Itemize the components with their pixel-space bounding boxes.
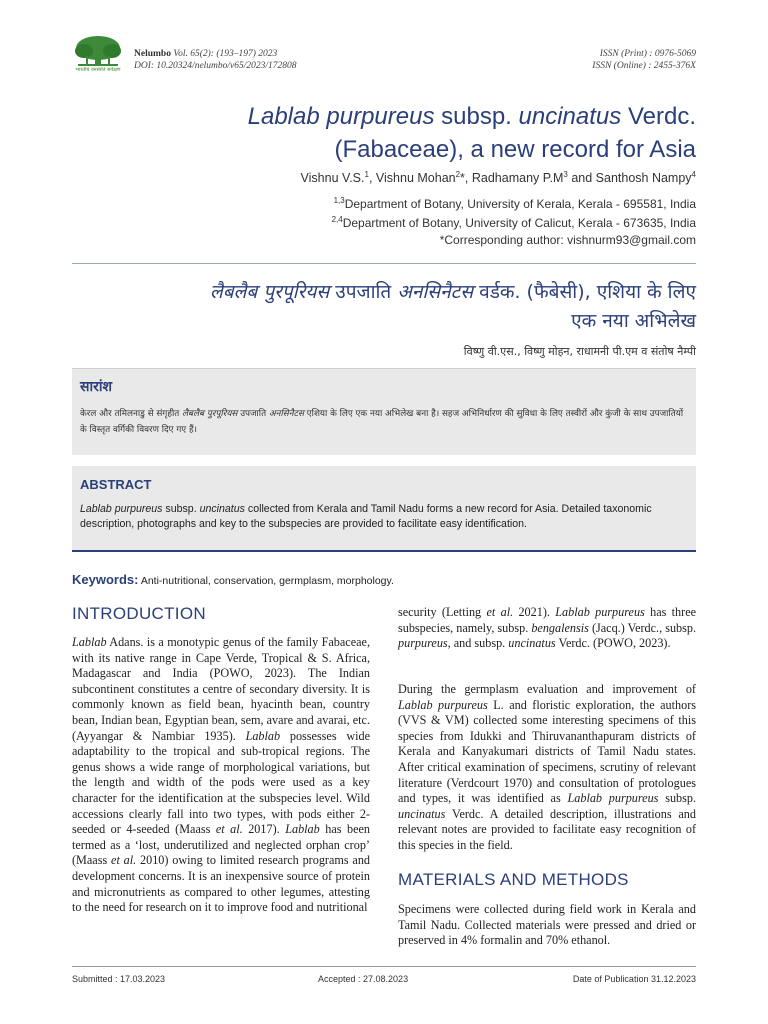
saransh-part-e: एशिया के लिए एक नया अभिलेख बना है। सहज अभिनिर्धारण की सुविधा के लिए तस्वीरों और कुंजी xyxy=(306,409,621,419)
rc-species: Lablab purpureus xyxy=(555,605,645,619)
author-and: and xyxy=(571,171,593,186)
author-3-sup: 3 xyxy=(563,170,568,179)
author-list: Vishnu V.S.$^1$, Vishnu Mohan$^2$*, Radhamany $P.M^3$ and Santhosh Nampy$^4$ xyxy=(300,170,696,186)
article-title xyxy=(136,100,696,166)
intro-text-4: has been termed as a ‘lost, underutilized and neglected orphan crop’ (Maass xyxy=(72,822,371,868)
hindi-title-species: लैबलैब पुरपूरियस xyxy=(209,281,330,303)
intro-text-1: Adans. is a monotypic genus of the family Fabaceae, with its native range in Cape Verde, Tropical & S. Africa, Madagascar and India (POWO, 2023). The Indian subcontinent constitutes a centre of secondary diversity. It is commonly known as field bean, hyacinth bean, country bean, Indian bean, Egyptian bean, sem, avare and avarai, etc. (Ayyangar & Nambiar 1935). xyxy=(72,635,370,743)
intro-et-al-1: et al. xyxy=(215,822,243,837)
rc-bengalensis: bengalensis xyxy=(531,620,589,635)
rc2-text-2: L. and floristic exploration, the authors (VVS & VM) collected some interesting specimens of this species from Idukki and Thiruvananthapuram districts of Kerala and Kanyakumari districts of Tamil Nadu states. After critical examination of specimens, scrutiny of relevant literature (Verdcourt 1970) and consultation of protologues and types, it was identified as xyxy=(398,697,696,806)
corresponding-author[interactable]: *Corresponding author: vishnurm93@gmail.com xyxy=(439,233,696,247)
affiliation-1 xyxy=(334,196,696,211)
hindi-title-infra: अनसिनैटस xyxy=(397,281,474,303)
rc-text-3: has three subspecies, namely, subsp. xyxy=(398,605,697,635)
rc-purpureus: purpureus xyxy=(398,636,448,651)
corresponding-star: * xyxy=(460,171,465,186)
intro-et-al-2: et al. xyxy=(111,853,137,868)
intro-genus-2: Lablab xyxy=(245,728,281,743)
title-infra: uncinatus xyxy=(518,103,622,130)
submitted-date: Submitted : 17.03.2023 xyxy=(72,974,166,984)
rc-text-2: 2021). xyxy=(518,605,550,619)
hindi-authors: विष्णु वी.एस., विष्णु मोहन, राधामनी पी.एम व संतोष नैम्पी xyxy=(463,345,696,358)
title-authority: Verdc. xyxy=(627,103,696,130)
abstract-text xyxy=(80,502,692,532)
intro-text-2: possesses wide adaptability to the tropical and sub-tropical regions. The genus shows a wide range of morphological variations, but the length and width of the pods were used as a key character for the identification at the subspecies level. Wild accessions clearly fall into two types, with pods either 2-seeded or 4-seeded (Maass xyxy=(72,728,371,837)
author-2-sup: 2 xyxy=(455,170,461,179)
rc2-subsp: subsp. xyxy=(665,791,697,806)
journal-citation xyxy=(134,48,297,72)
hindi-title-rest: वर्डक. (फैबेसी), एशिया के लिए xyxy=(479,281,696,303)
publication-date: Date of Publication 31.12.2023 xyxy=(572,974,696,984)
materials-methods-text: Specimens were collected during field work in Kerala and Tamil Nadu. Collected materials were pressed and dried or preserved in 4% formalin and 70% ethanol. xyxy=(398,902,696,948)
rc-text-4: (Jacq.) Verdc., subsp. xyxy=(591,620,697,635)
title-line2: (Fabaceae), a new record for Asia xyxy=(334,136,696,163)
hindi-title-line2: एक नया अभिलेख xyxy=(571,310,696,332)
saransh-line2: के साथ उपजातियों के विस्तृत वर्गिकी विवरण दिए गए हैं। xyxy=(80,409,684,435)
accepted-date: Accepted : 27.08.2023 xyxy=(318,974,409,984)
introduction-paragraph xyxy=(72,635,370,916)
rc2-species-2: Lablab purpureus xyxy=(567,791,659,806)
saransh-part-a: केरल और तमिलनाडु से संगृहीत xyxy=(80,409,180,419)
rc-text-6: Verdc. (POWO, 2023). xyxy=(558,636,671,651)
materials-methods-heading: MATERIALS AND METHODS xyxy=(398,870,629,889)
abstract-heading: ABSTRACT xyxy=(80,477,152,492)
rc2-text-1: During the germplasm evaluation and improvement of xyxy=(398,682,696,696)
affiliation-2-text: Department of Botany, University of Calicut, Kerala - 673635, India xyxy=(342,216,696,230)
rc2-text-3: Verdc. A detailed description, illustrations and relevant notes are provided to facilitate easy recognition of this species in the field. xyxy=(398,806,696,852)
intro-genus-3: Lablab xyxy=(285,822,320,837)
introduction-heading: INTRODUCTION xyxy=(72,604,206,623)
abstract-subsp: subsp. xyxy=(165,503,197,515)
author-4-sup: 4 xyxy=(691,170,696,179)
bsi-logo xyxy=(70,34,126,80)
saransh-text xyxy=(80,406,688,438)
saransh-subsp: उपजाति xyxy=(240,409,267,419)
issn-block xyxy=(592,48,696,72)
author-1: Vishnu V.S. xyxy=(300,171,365,186)
intro-text-5: 2010) owing to limited research programs and development concerns. It is an inexpensive source of protein and micronutrients as compared to other legumes, attesting to the need for research on it to improve food and nutritional xyxy=(72,853,371,915)
author-4: Santhosh Nampy xyxy=(595,171,692,186)
journal-name: Nelumbo xyxy=(134,49,171,59)
abstract-species: Lablab purpureus xyxy=(80,503,163,515)
footer-divider xyxy=(72,966,696,967)
abstract-body: collected from Kerala and Tamil Nadu forms a new record for Asia. Detailed taxonomic description, photographs and key to the subspecies are provided to facilitate easy identification. xyxy=(80,503,652,530)
affiliation-1-sup: 1,3 xyxy=(333,196,345,205)
title-genus: Lablab xyxy=(247,103,320,130)
volume-pages: Vol. 65(2): (193–197) 2023 xyxy=(173,49,278,59)
abstract-infra: uncinatus xyxy=(199,503,245,515)
affiliation-2-sup: 2,4 xyxy=(331,215,343,224)
doi[interactable]: DOI: 10.20324/nelumbo/v65/2023/172808 xyxy=(134,61,297,71)
logo-text: भारतीय वनस्पति सर्वेक्षण xyxy=(75,67,121,73)
rc2-species-1: Lablab purpureus xyxy=(398,697,488,712)
issn-print: ISSN (Print) : 0976-5069 xyxy=(599,49,696,59)
keywords-label: Keywords: xyxy=(72,572,139,587)
keywords xyxy=(72,572,394,587)
right-paragraph-1 xyxy=(398,605,696,652)
header-divider xyxy=(72,263,696,264)
rc-et-al: et al. xyxy=(486,605,514,619)
saransh-species: लैबलैब पुरपूरियस xyxy=(182,409,238,419)
affiliation-2 xyxy=(332,215,696,230)
right-paragraph-2 xyxy=(398,682,696,854)
intro-genus-1: Lablab xyxy=(72,635,107,649)
author-2: Vishnu Mohan xyxy=(375,171,456,186)
issn-online: ISSN (Online) : 2455-376X xyxy=(592,61,696,71)
title-species: purpureus xyxy=(326,103,435,130)
saransh-infra: अनसिनैटस xyxy=(268,409,304,419)
rc-text-1: security (Letting xyxy=(398,605,482,619)
author-3: Radhamany P.M xyxy=(471,171,564,186)
hindi-title-subsp: उपजाति xyxy=(335,281,392,303)
rc-uncinatus: uncinatus xyxy=(508,636,556,651)
rc-text-5: , and subsp. xyxy=(447,636,506,651)
hindi-title xyxy=(136,278,696,336)
saransh-heading: सारांश xyxy=(80,379,112,395)
intro-text-3: 2017). xyxy=(248,822,280,837)
title-subsp: subsp. xyxy=(441,103,512,130)
rc2-uncinatus: uncinatus xyxy=(398,806,446,821)
author-1-sup: 1 xyxy=(364,170,369,179)
keywords-value: Anti-nutritional, conservation, germplasm, morphology. xyxy=(140,575,394,587)
affiliation-1-text: Department of Botany, University of Kerala, Kerala - 695581, India xyxy=(344,197,696,211)
